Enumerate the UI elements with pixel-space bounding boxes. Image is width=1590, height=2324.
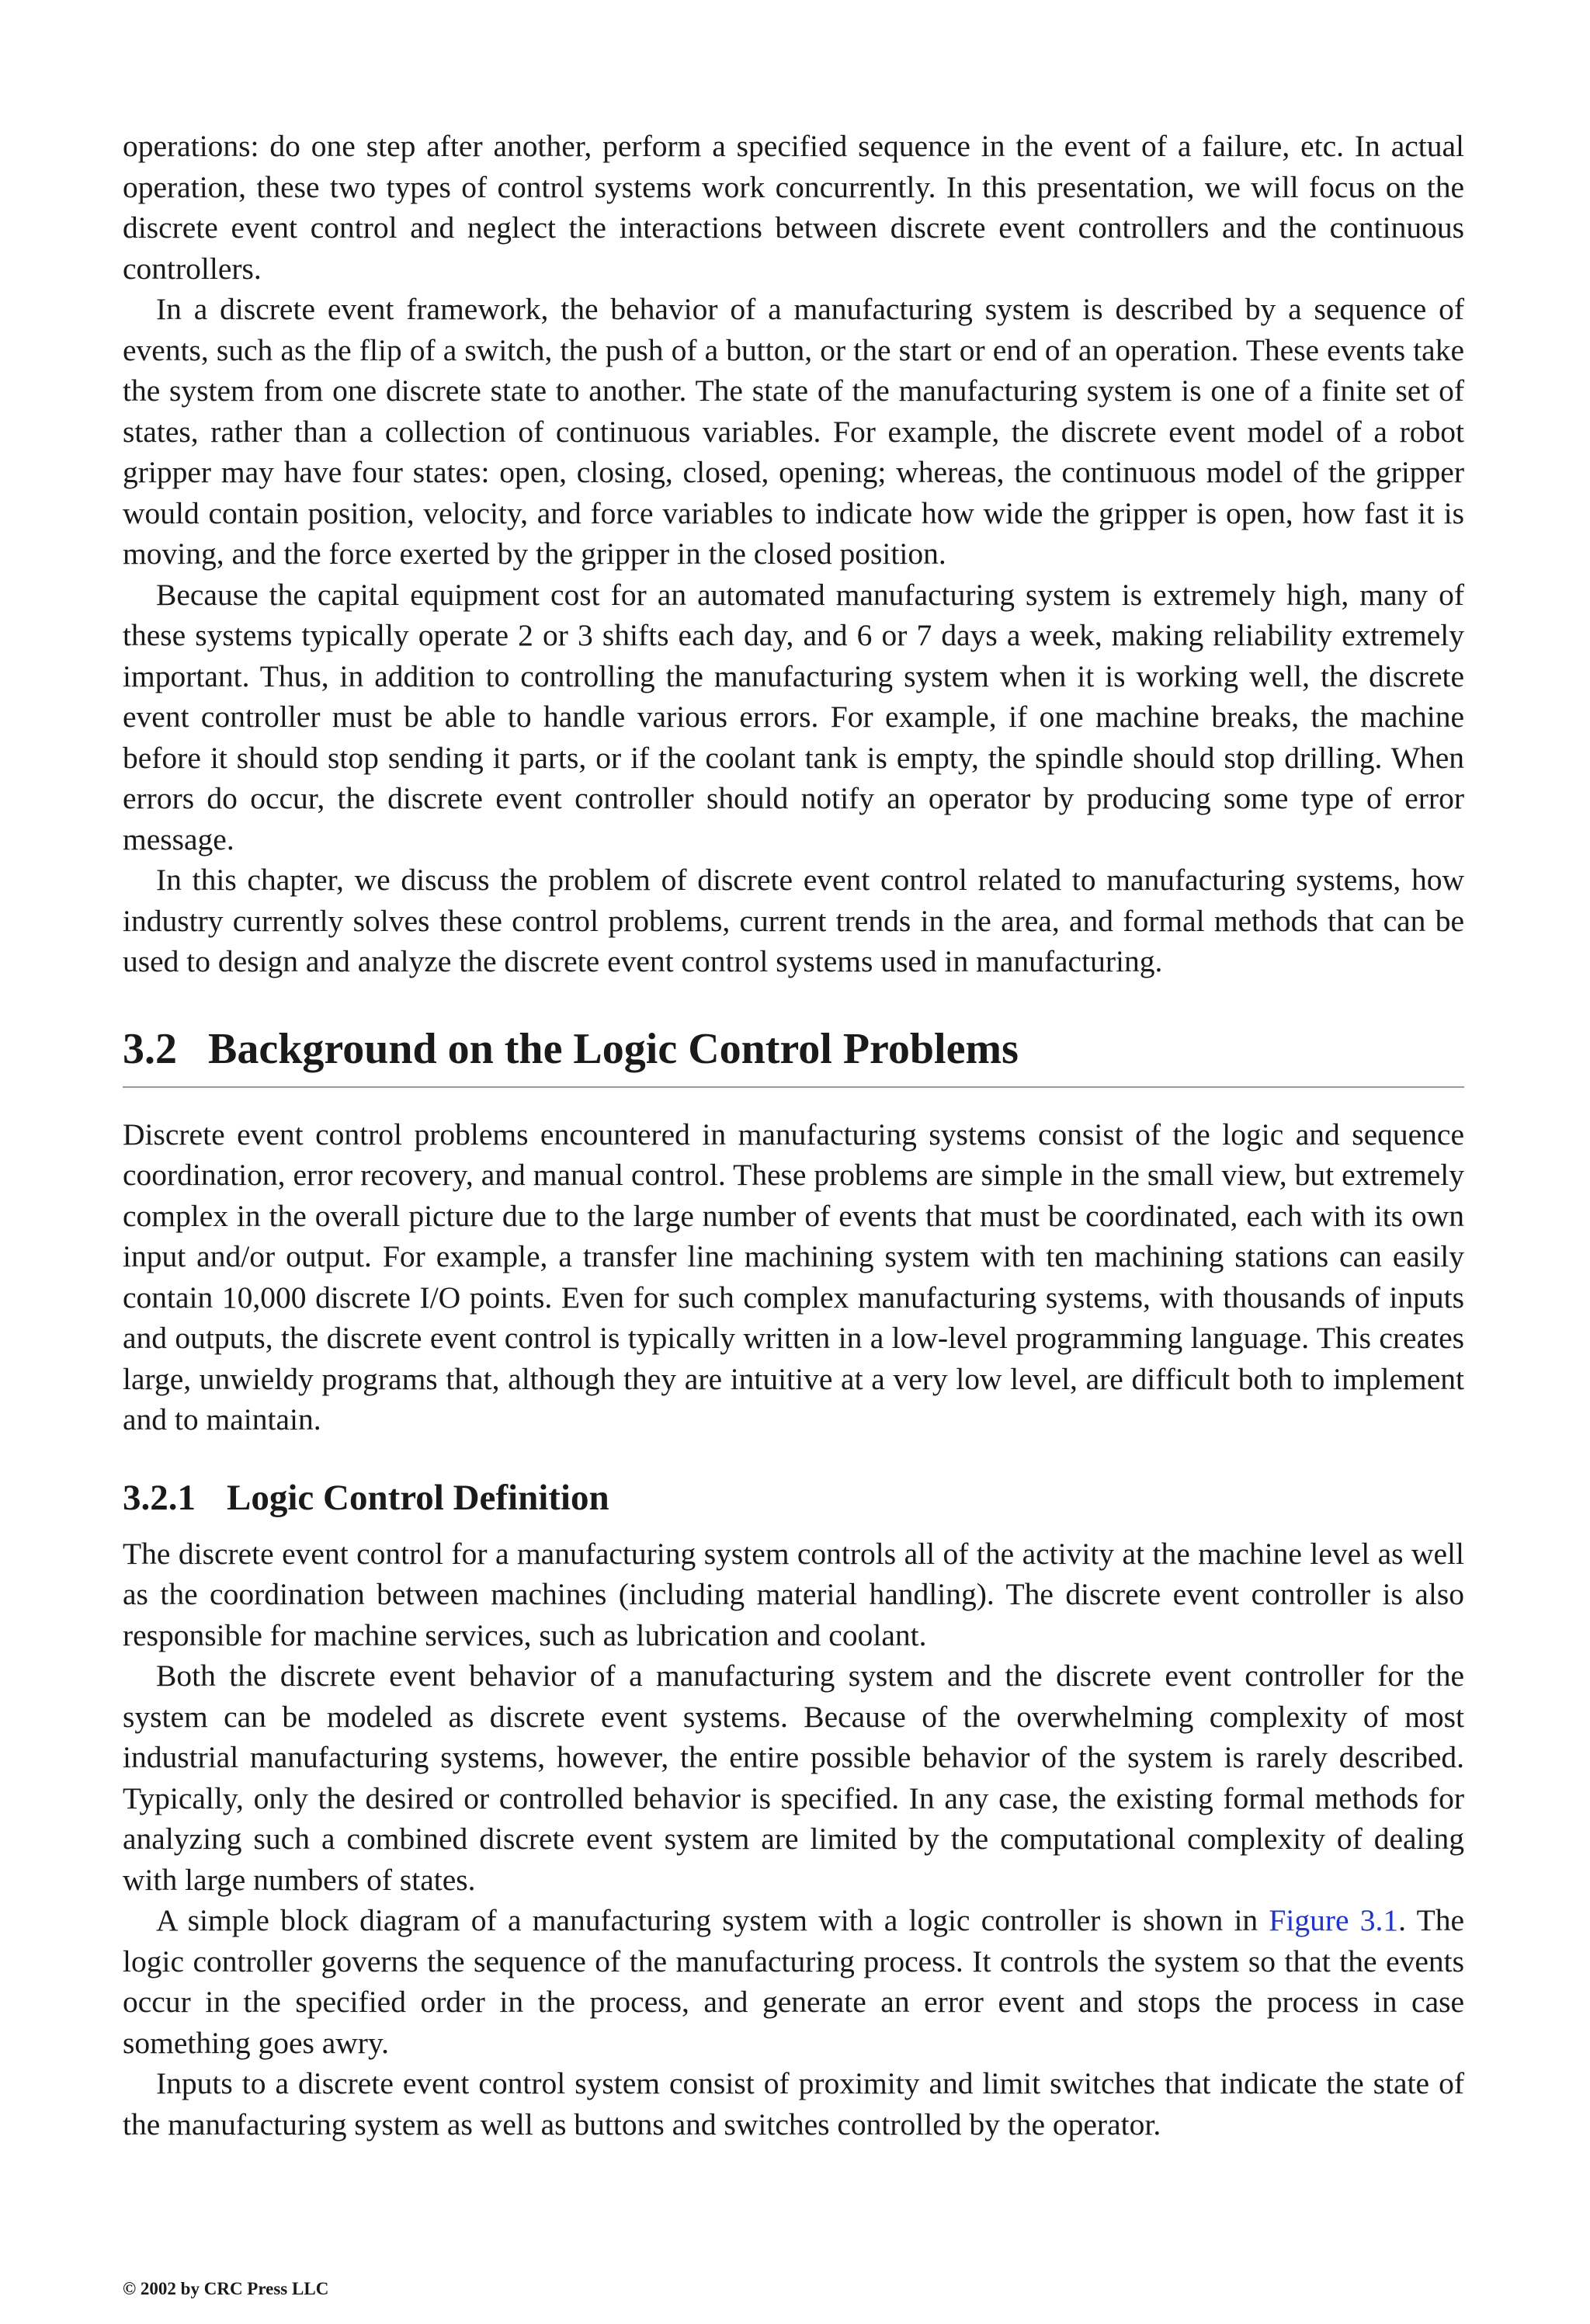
page-body [123,126,1464,2145]
block-diagram-text-before: A simple block diagram of a manufacturing system with a logic controller is shown in [156,1903,1269,1937]
subsection-heading [123,1475,1464,1521]
section-number: 3.2 [123,1024,177,1073]
paragraph-operations: operations: do one step after another, perform a specified sequence in the event of a failure, etc. In actual operation, these two types of control systems work concurrently. In this presentation, we will focus on the discrete event control and neglect the interactions between discrete event controllers and the continuous controllers. [123,129,1464,286]
paragraph-discrete-event-systems: Both the discrete event behavior of a manufacturing system and the discrete event controller for the system can be modeled as discrete event systems. Because of the overwhelming complexity of most industrial manufacturing systems, however, the entire possible behavior of the system is rarely described. Typically, only the desired or controlled behavior is specified. In any case, the existing formal methods for analyzing such a combined discrete event system are limited by the computational complexity of dealing with large numbers of states. [123,1659,1464,1897]
paragraph-capital-equipment: Because the capital equipment cost for an automated manufacturing system is extremely high, many of these systems typically operate 2 or 3 shifts each day, and 6 or 7 days a week, making reliability extremely important. Thus, in addition to controlling the manufacturing system when it is working well, the discrete event controller must be able to handle various errors. For example, if one machine breaks, the machine before it should stop sending it parts, or if the coolant tank is empty, the spindle should stop drilling. When errors do occur, the discrete event controller should notify an operator by producing some type of error message. [123,577,1464,856]
copyright-footer: © 2002 by CRC Press LLC [123,2279,329,2298]
paragraph-logic-control-definition: The discrete event control for a manufacturing system controls all of the activity at the machine level as well as the coordination between machines (including material handling). The discrete event controller is also responsible for machine services, such as lubrication and coolant. [123,1536,1464,1652]
subsection-title: Logic Control Definition [227,1477,609,1518]
paragraph-chapter-overview: In this chapter, we discuss the problem of discrete event control related to manufacturing systems, how industry currently solves these control problems, current trends in the area, and formal methods that can be used to design and analyze the discrete event control systems used in manufacturing. [123,863,1464,978]
paragraph-inputs: Inputs to a discrete event control system consist of proximity and limit switches that indicate the state of the manufacturing system as well as buttons and switches controlled by the operator. [123,2066,1464,2142]
section-heading [123,1023,1464,1088]
subsection-number: 3.2.1 [123,1477,196,1518]
figure-3-1-link[interactable]: Figure 3.1 [1269,1903,1399,1937]
paragraph-discrete-event-framework: In a discrete event framework, the behavior of a manufacturing system is described by a sequence of events, such as the flip of a switch, the push of a button, or the start or end of an operation. These events take the system from one discrete state to another. The state of the manufacturing system is one of a finite set of states, rather than a collection of continuous variables. For example, the discrete event model of a robot gripper may have four states: open, closing, closed, opening; whereas, the continuous model of the gripper would contain position, velocity, and force variables to indicate how wide the gripper is open, how fast it is moving, and the force exerted by the gripper in the closed position. [123,292,1464,571]
section-title: Background on the Logic Control Problems [208,1024,1019,1073]
block-diagram-text-after: . The logic controller governs the sequence of the manufacturing process. It controls the system so that the events occur in the specified order in the process, and generate an error event and stops the process in case something goes awry. [123,1903,1464,2060]
paragraph-block-diagram [123,1900,1464,2063]
paragraph-background: Discrete event control problems encountered in manufacturing systems consist of the logic and sequence coordination, error recovery, and manual control. These problems are simple in the small view, but extremely complex in the overall picture due to the large number of events that must be coordinated, each with its own input and/or output. For example, a transfer line machining system with ten machining stations can easily contain 10,000 discrete I/O points. Even for such complex manufacturing systems, with thousands of inputs and outputs, the discrete event control is typically written in a low-level programming language. This creates large, unwieldy programs that, although they are intuitive at a very low level, are difficult both to implement and to maintain. [123,1117,1464,1436]
